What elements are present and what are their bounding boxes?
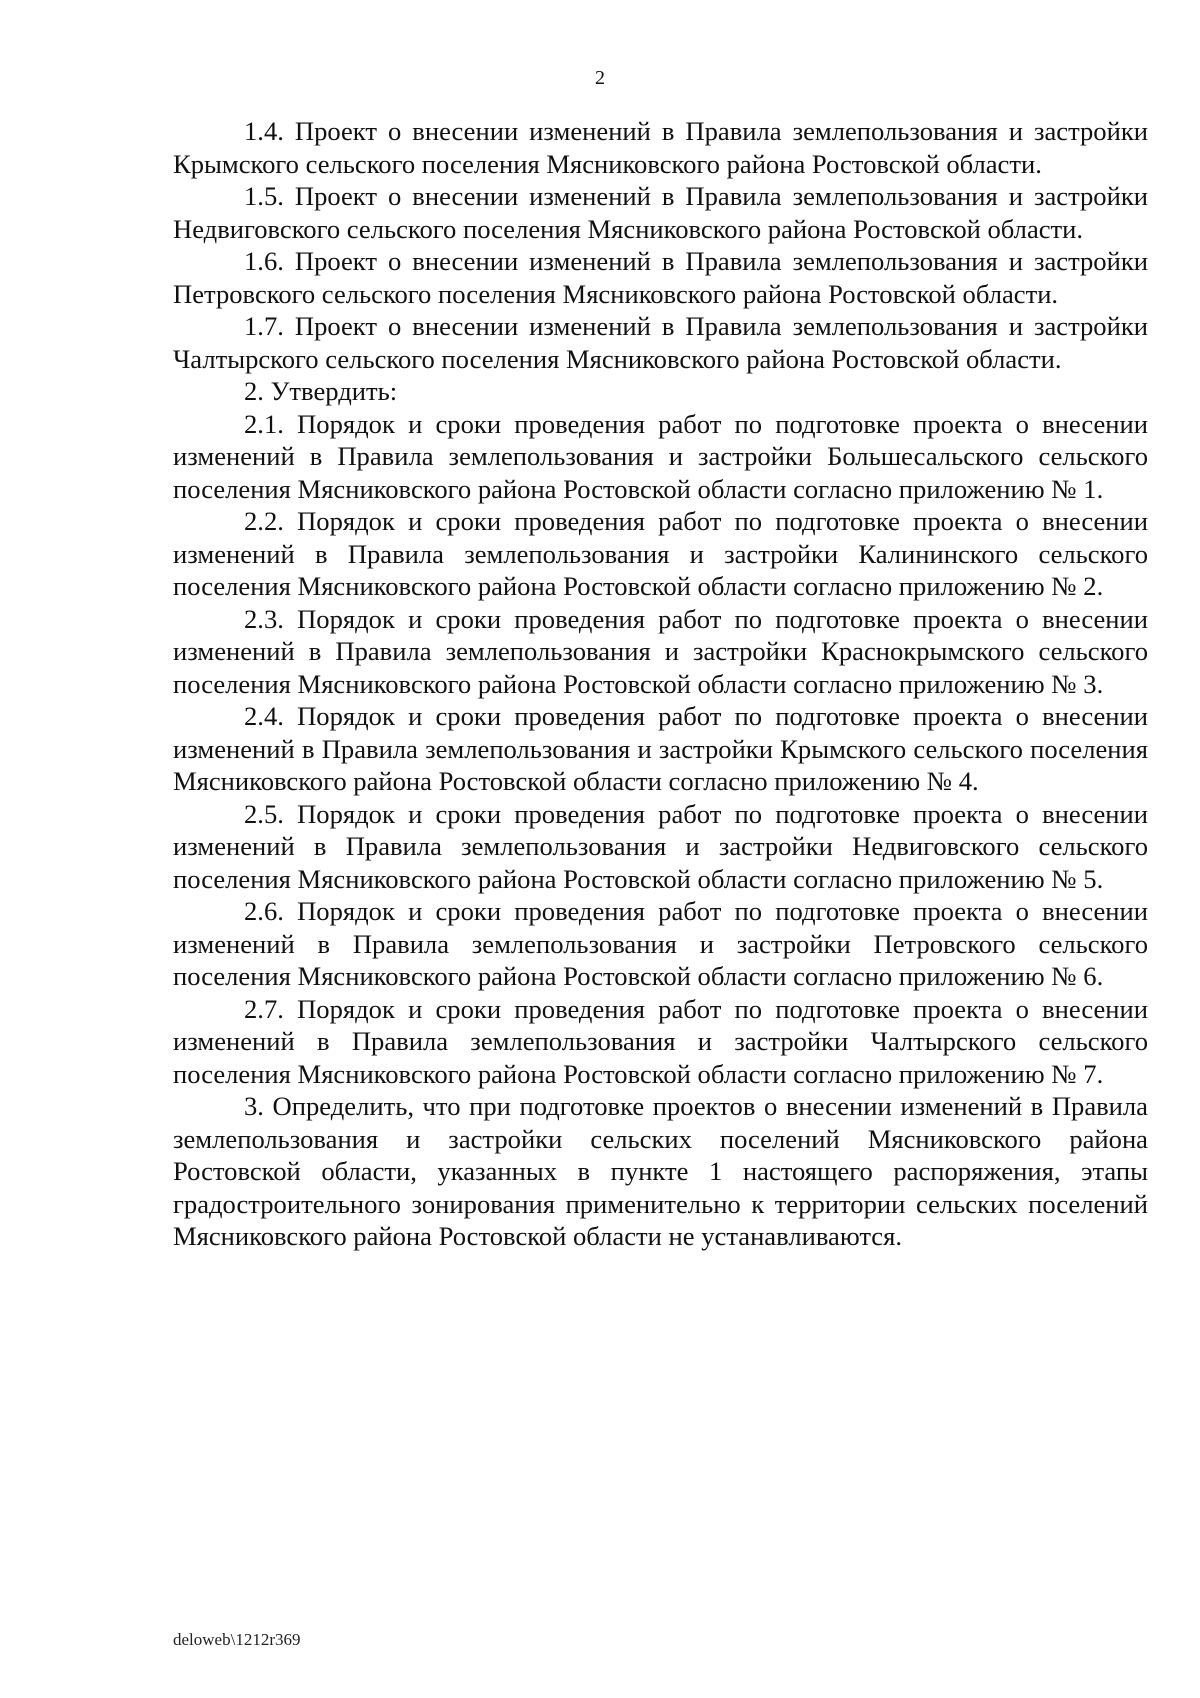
paragraph-1-7: 1.7. Проект о внесении изменений в Правила землепользования и застройки Чалтырского сельского поселения Мясниковского района Ростовской области. bbox=[173, 311, 1148, 374]
paragraph-2-5: 2.5. Порядок и сроки проведения работ по подготовке проекта о внесении изменений в Правила землепользования и застройки Недвиговского сельского поселения Мясниковского района Ростовской области согласно приложению № 5. bbox=[173, 798, 1148, 894]
document-body bbox=[173, 115, 1148, 1253]
paragraph-1-6: 1.6. Проект о внесении изменений в Правила землепользования и застройки Петровского сельского поселения Мясниковского района Ростовской области. bbox=[173, 246, 1148, 309]
paragraph-1-5: 1.5. Проект о внесении изменений в Правила землепользования и застройки Недвиговского сельского поселения Мясниковского района Ростовской области. bbox=[173, 181, 1148, 244]
paragraph-2-3: 2.3. Порядок и сроки проведения работ по подготовке проекта о внесении изменений в Правила землепользования и застройки Краснокрымского сельского поселения Мясниковского района Ростовской области согласно приложению № 3. bbox=[173, 603, 1148, 699]
paragraph-2-2: 2.2. Порядок и сроки проведения работ по подготовке проекта о внесении изменений в Правила землепользования и застройки Калининского сельского поселения Мясниковского района Ростовской области согласно приложению № 2. bbox=[173, 506, 1148, 601]
paragraph-2-6: 2.6. Порядок и сроки проведения работ по подготовке проекта о внесении изменений в Правила землепользования и застройки Петровского сельского поселения Мясниковского района Ростовской области согласно приложению № 6. bbox=[173, 896, 1148, 991]
footer-document-code: deloweb\1212r369 bbox=[173, 1630, 301, 1649]
paragraph-2-1: 2.1. Порядок и сроки проведения работ по подготовке проекта о внесении изменений в Правила землепользования и застройки Большесальского сельского поселения Мясниковского района Ростовской области согласно приложению № 1. bbox=[173, 408, 1148, 504]
page-number: 2 bbox=[595, 67, 605, 89]
paragraph-2-4: 2.4. Порядок и сроки проведения работ по подготовке проекта о внесении изменений в Правила землепользования и застройки Крымского сельского поселения Мясниковского района Ростовской области согласно приложению № 4. bbox=[173, 701, 1148, 796]
paragraph-1-4: 1.4. Проект о внесении изменений в Правила землепользования и застройки Крымского сельского поселения Мясниковского района Ростовской области. bbox=[173, 116, 1148, 179]
paragraph-3: 3. Определить, что при подготовке проектов о внесении изменений в Правила землепользования и застройки сельских поселений Мясниковского района Ростовской области, указанных в пункте 1 настоящего распоряжения, этапы градостроительного зонирования применительно к территории сельских поселений Мясниковского района Ростовской области не устанавливаются. bbox=[173, 1091, 1148, 1251]
paragraph-2-7: 2.7. Порядок и сроки проведения работ по подготовке проекта о внесении изменений в Правила землепользования и застройки Чалтырского сельского поселения Мясниковского района Ростовской области согласно приложению № 7. bbox=[173, 993, 1148, 1089]
paragraph-2: 2. Утвердить: bbox=[244, 376, 398, 406]
